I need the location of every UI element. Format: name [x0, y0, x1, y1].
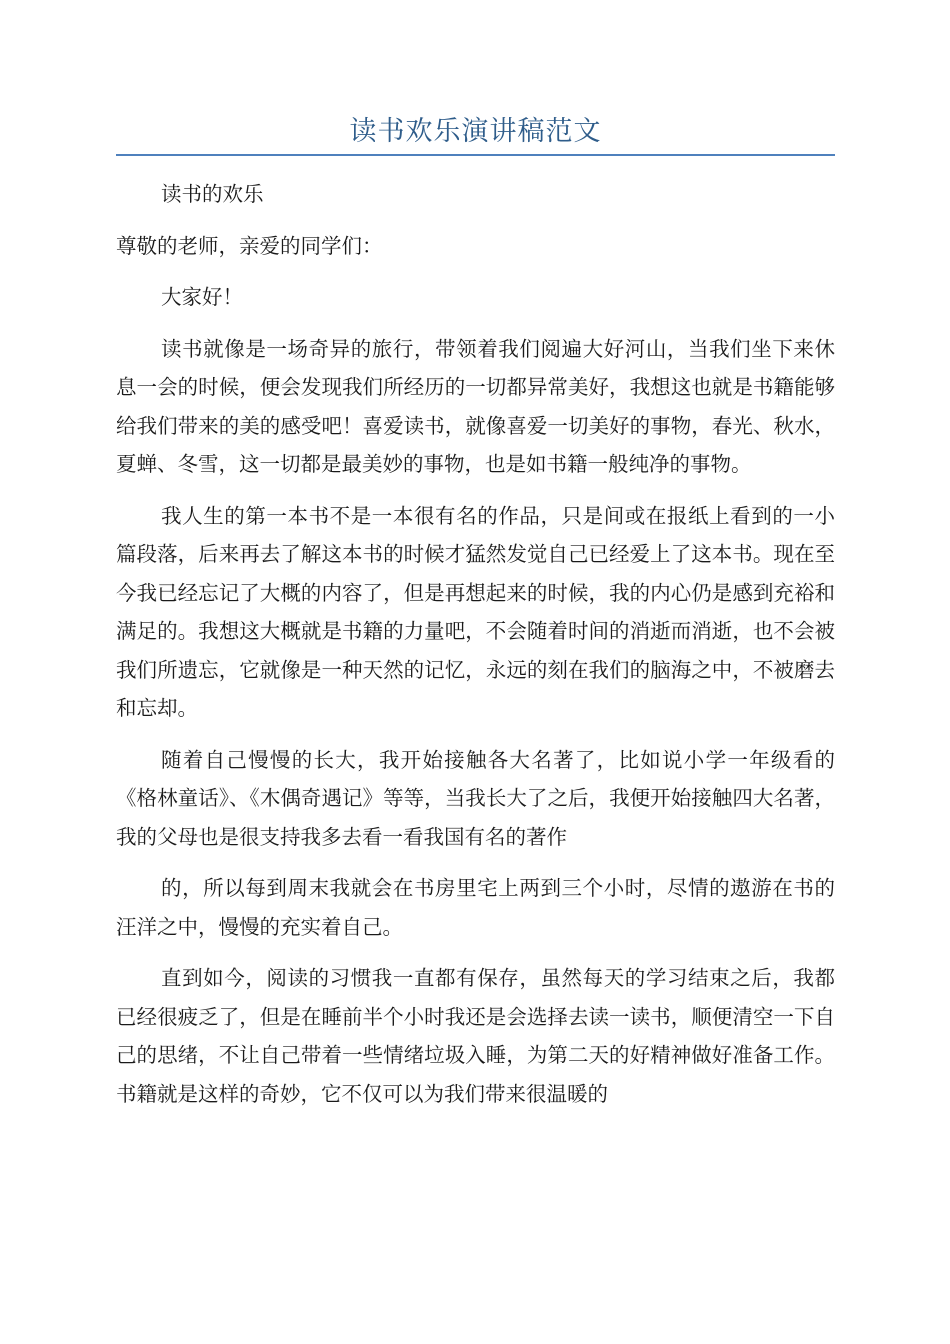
- greeting: 大家好！: [161, 285, 243, 309]
- body-paragraph: 的，所以每到周末我就会在书房里宅上两到三个小时，尽情的遨游在书的汪洋之中，慢慢的充实着自己。: [116, 876, 835, 939]
- salutation: 尊敬的老师，亲爱的同学们：: [116, 233, 383, 258]
- body-paragraph: 随着自己慢慢的长大，我开始接触各大名著了，比如说小学一年级看的《格林童话》、《木偶奇遇记》等等，当我长大了之后，我便开始接触四大名著，我的父母也是很支持我多去看一看我国有名的著作: [116, 747, 835, 849]
- body-paragraph: 直到如今，阅读的习惯我一直都有保存，虽然每天的学习结束之后，我都已经很疲乏了，但是在睡前半个小时我还是会选择去读一读书，顺便清空一下自己的思绪，不让自己带着一些情绪垃圾入睡，为第二天的好精神做好准备工作。书籍就是这样的奇妙，它不仅可以为我们带来很温暖的: [116, 966, 835, 1106]
- page-title: 读书欢乐演讲稿范文: [349, 116, 602, 147]
- document-body: [116, 175, 835, 1126]
- title-divider: [116, 154, 835, 156]
- body-paragraph: 我人生的第一本书不是一本很有名的作品，只是间或在报纸上看到的一小篇段落，后来再去了解这本书的时候才猛然发觉自己已经爱上了这本书。现在至今我已经忘记了大概的内容了，但是再想起来的时候，我的内心仍是感到充裕和满足的。我想这大概就是书籍的力量吧，不会随着时间的消逝而消逝，也不会被我们所遗忘，它就像是一种天然的记忆，永远的刻在我们的脑海之中，不被磨去和忘却。: [116, 503, 835, 720]
- body-paragraph: 读书就像是一场奇异的旅行，带领着我们阅遍大好河山，当我们坐下来休息一会的时候，便会发现我们所经历的一切都异常美好，我想这也就是书籍能够给我们带来的美的感受吧！喜爱读书，就像喜爱一切美好的事物，春光、秋水，夏蝉、冬雪，这一切都是最美妙的事物，也是如书籍一般纯净的事物。: [116, 336, 835, 476]
- speech-heading: 读书的欢乐: [161, 182, 264, 206]
